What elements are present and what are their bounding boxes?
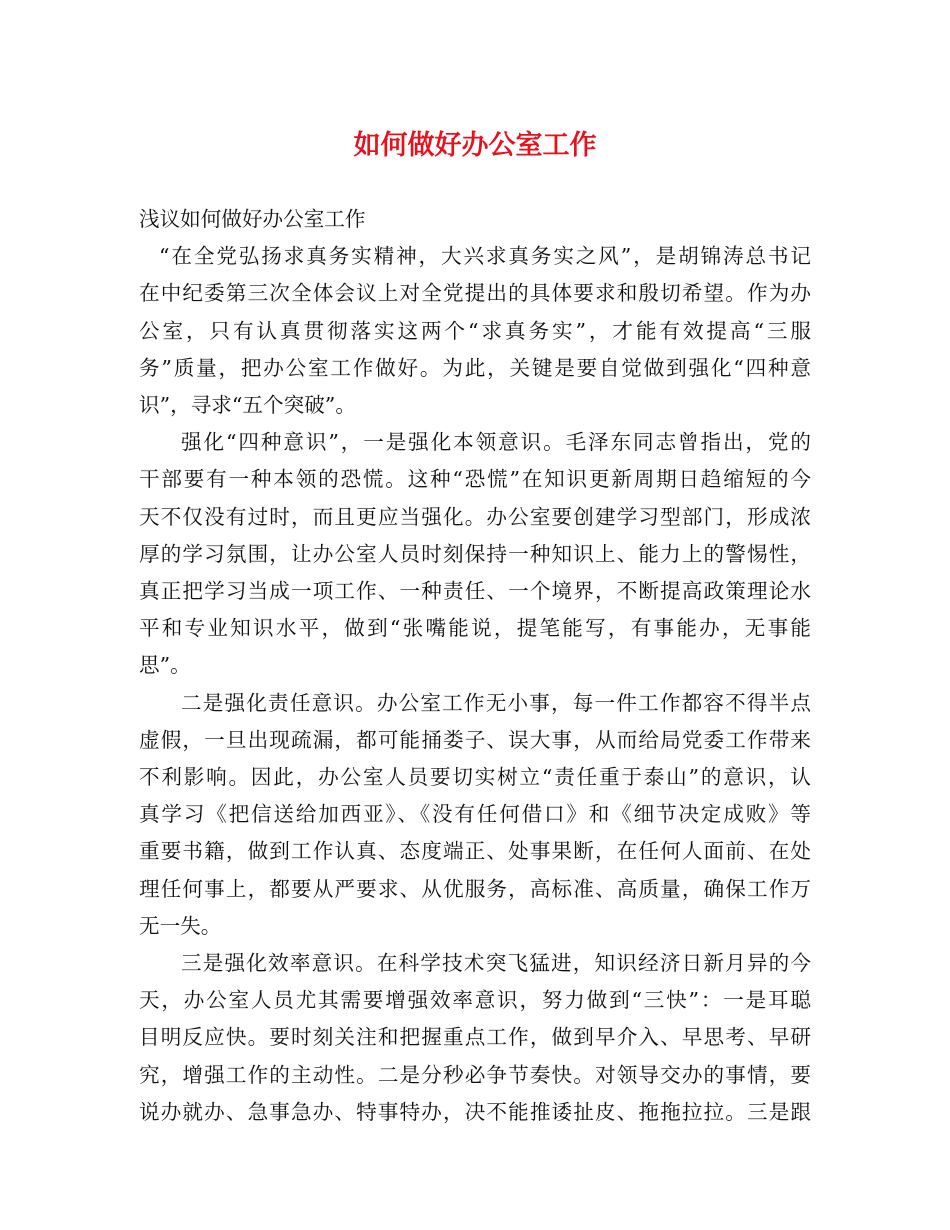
paragraph-4 <box>139 945 811 1131</box>
paragraph-line: 三是强化效率意识。在科学技术突飞猛进，知识经济日新月异的今 <box>181 951 811 976</box>
paragraph-line: 二是强化责任意识。办公室工作无小事，每一件工作都容不得半点 <box>181 690 811 715</box>
paragraph-line: 目明反应快。要时刻关注和把握重点工作，做到早介入、早思考、早研 <box>139 1025 811 1050</box>
paragraph-line: 真正把学习当成一项工作、一种责任、一个境界，不断提高政策理论水 <box>139 579 811 604</box>
paragraph-line: 天不仅没有过时，而且更应当强化。办公室要创建学习型部门，形成浓 <box>139 504 811 529</box>
paragraph-3 <box>139 685 811 945</box>
paragraph-2 <box>139 424 811 684</box>
paragraph-line: 真学习《把信送给加西亚》、《没有任何借口》和《细节决定成败》等 <box>139 802 811 827</box>
paragraph-line: 思”。 <box>139 653 191 678</box>
document-subtitle: 浅议如何做好办公室工作 <box>139 207 366 231</box>
paragraph-line: 理任何事上，都要从严要求、从优服务，高标准、高质量，确保工作万 <box>139 876 811 901</box>
paragraph-line: 天，办公室人员尤其需要增强效率意识，努力做到“三快”：一是耳聪 <box>139 988 811 1013</box>
paragraph-line: 在中纪委第三次全体会议上对全党提出的具体要求和殷切希望。作为办 <box>139 281 811 306</box>
paragraph-line: 识”，寻求“五个突破”。 <box>139 393 356 418</box>
paragraph-line: 务”质量，把办公室工作做好。为此，关键是要自觉做到强化“四种意 <box>139 355 811 380</box>
paragraph-line: 干部要有一种本领的恐慌。这种“恐慌”在知识更新周期日趋缩短的今 <box>139 467 811 492</box>
paragraph-line: “在全党弘扬求真务实精神，大兴求真务实之风”，是胡锦涛总书记 <box>159 244 811 269</box>
paragraph-1 <box>139 238 811 424</box>
paragraph-line: 平和专业知识水平，做到“张嘴能说，提笔能写，有事能办，无事能 <box>139 616 811 641</box>
paragraph-line: 厚的学习氛围，让办公室人员时刻保持一种知识上、能力上的警惕性， <box>139 541 811 566</box>
paragraph-line: 说办就办、急事急办、特事特办，决不能推诿扯皮、拖拖拉拉。三是跟 <box>139 1099 811 1124</box>
document-title: 如何做好办公室工作 <box>353 130 597 161</box>
paragraph-line: 虚假，一旦出现疏漏，都可能捅娄子、误大事，从而给局党委工作带来 <box>139 727 811 752</box>
document-body <box>139 201 811 1131</box>
paragraph-line: 无一失。 <box>139 913 222 938</box>
paragraph-line: 强化“四种意识”，一是强化本领意识。毛泽东同志曾指出，党的 <box>181 430 811 455</box>
paragraph-line: 重要书籍，做到工作认真、态度端正、处事果断，在任何人面前、在处 <box>139 839 811 864</box>
paragraph-line: 公室，只有认真贯彻落实这两个“求真务实”，才能有效提高“三服 <box>139 318 811 343</box>
paragraph-line: 究，增强工作的主动性。二是分秒必争节奏快。对领导交办的事情，要 <box>139 1062 811 1087</box>
paragraph-line: 不利影响。因此，办公室人员要切实树立“责任重于泰山”的意识，认 <box>139 765 811 790</box>
